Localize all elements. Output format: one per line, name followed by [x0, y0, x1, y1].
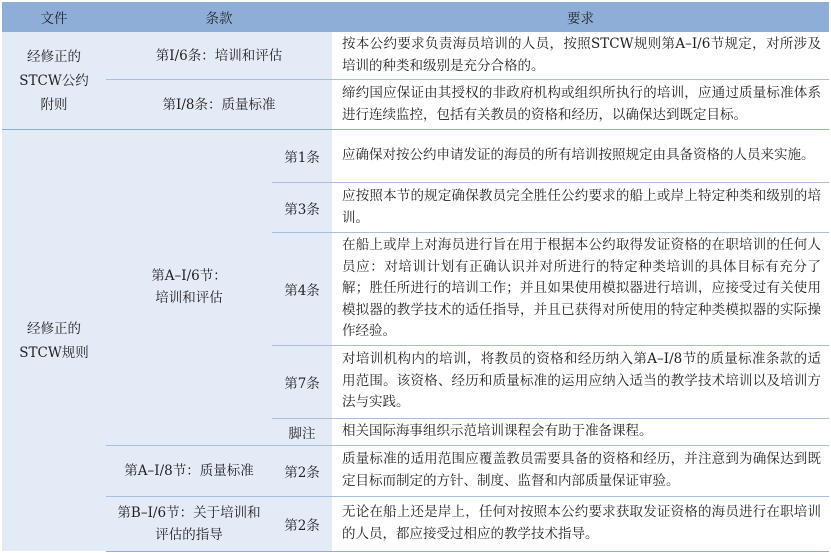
subclause-cell: 第4条 [272, 233, 332, 346]
requirement-cell: 按本公约要求负责海员培训的人员，按照STCW规则第A–I/6节规定，对所涉及培训的种类和级别是充分合格的。 [342, 36, 821, 74]
requirement-cell: 缔约国应保证由其授权的非政府机构或组织所执行的培训，应通过质量标准体系进行连续监控，包括有关教员的资格和经历，以确保达到既定目标。 [332, 80, 829, 130]
clause-cell: 第I/6条：培训和评估 [106, 32, 332, 80]
subclause-cell: 第1条 [272, 130, 332, 183]
subclause-cell: 第2条 [272, 445, 332, 496]
clause-cell: 第B–I/6节：关于培训和 评估的指导 [106, 496, 272, 551]
table-row [2, 32, 829, 80]
requirement-cell: 对培训机构内的培训，将教员的资格和经历纳入第A–I/8节的质量标准条款的适用范围。该资格、经历和质量标准的运用应纳入适当的教学技术培训以及培训方法与实践。 [332, 345, 829, 418]
subclause-cell: 第7条 [272, 345, 332, 418]
subclause-cell: 脚注 [272, 418, 332, 445]
requirement-cell: 应确保对按公约申请发证的海员的所有培训按照规定由具备资格的人员来实施。 [332, 130, 829, 183]
requirement-cell: 无论在船上还是岸上，任何对按照本公约要求获取发证资格的海员进行在职培训的人员，都应接受过相应的教学技术指导。 [332, 496, 829, 551]
header-requirement: 要求 [332, 2, 829, 32]
clause-cell: 第I/8条：质量标准 [106, 80, 332, 130]
file-cell: 经修正的 STCW规则 [2, 130, 106, 552]
requirement-cell: 应按照本节的规定确保教员完全胜任公约要求的船上或岸上特定种类和级别的培训。 [332, 183, 829, 233]
requirement-cell: 质量标准的适用范围应覆盖教员需要具备的资格和经历，并注意到为确保达到既定目标而制定的方针、制度、监督和内部质量保证审验。 [332, 445, 829, 496]
header-file: 文件 [2, 2, 106, 32]
requirement-cell: 相关国际海事组织示范培训课程会有助于准备课程。 [332, 418, 829, 445]
subclause-cell: 第3条 [272, 183, 332, 233]
clause-cell: 第A–I/6节： 培训和评估 [106, 130, 272, 446]
subclause-cell: 第2条 [272, 496, 332, 551]
header-clause: 条款 [106, 2, 332, 32]
table-row [2, 80, 829, 130]
requirements-table [2, 2, 829, 552]
header-row [2, 2, 829, 32]
table-row [2, 496, 829, 551]
table-row [2, 130, 829, 183]
clause-cell: 第A–I/8节：质量标准 [106, 445, 272, 496]
table-row [2, 445, 829, 496]
file-cell: 经修正的 STCW公约 附则 [2, 32, 106, 130]
requirement-cell: 在船上或岸上对海员进行旨在用于根据本公约取得发证资格的在职培训的任何人员应：对培训计划有正确认识并对所进行的特定种类培训的具体目标有充分了解；胜任所进行的培训工作；并且如果使用模拟器进行培训，应接受过有关使用模拟器的教学技术的适任指导，并且已获得对所使用的特定种类模拟器的实际操作经验。 [332, 233, 829, 346]
